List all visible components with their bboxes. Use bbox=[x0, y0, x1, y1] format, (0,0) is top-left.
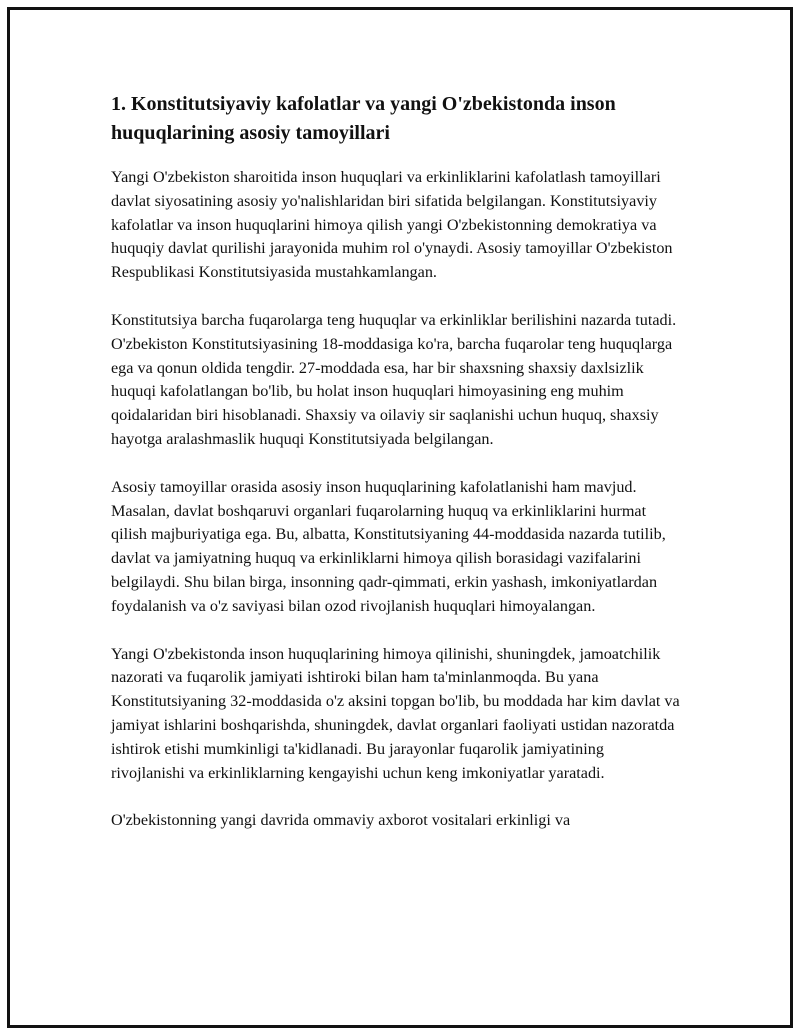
document-body bbox=[111, 90, 681, 857]
paragraph-5: O'zbekistonning yangi davrida ommaviy axborot vositalari erkinligi va bbox=[111, 811, 571, 830]
paragraph-1: Yangi O'zbekiston sharoitida inson huquqlari va erkinliklarini kafolatlash tamoyillari davlat siyosatining asosiy yo'nalishlaridan biri sifatida belgilangan. Konstitutsiyaviy kafolatlar va inson huquqlarini himoya qilish yangi O'zbekistonning demokratiya va huquqiy davlat qurilishi jarayonida muhim rol o'ynaydi. Asosiy tamoyillar O'zbekiston Respublikasi Konstitutsiyasida mustahkamlangan. bbox=[111, 168, 673, 282]
section-title: 1. Konstitutsiyaviy kafolatlar va yangi O'zbekistonda inson huquqlarining asosiy tamoyillari bbox=[111, 93, 616, 144]
paragraph-3: Asosiy tamoyillar orasida asosiy inson huquqlarining kafolatlanishi ham mavjud. Masalan, davlat boshqaruvi organlari fuqarolarning huquq va erkinliklarini hurmat qilish majburiyatiga ega. Bu, albatta, Konstitutsiyaning 44-moddasida nazarda tutilib, davlat va jamiyatning huquq va erkinliklarni himoya qilish borasidagi vazifalarini belgilaydi. Shu bilan birga, insonning qadr-qimmati, erkin yashash, imkoniyatlardan foydalanish va o'z saviyasi bilan ozod rivojlanish huquqlari himoyalangan. bbox=[111, 477, 666, 615]
paragraph-4: Yangi O'zbekistonda inson huquqlarining himoya qilinishi, shuningdek, jamoatchilik nazorati va fuqarolik jamiyati ishtiroki bilan ham ta'minlanmoqda. Bu yana Konstitutsiyaning 32-moddasida o'z aksini topgan bo'lib, bu moddada har kim davlat va jamiyat ishlarini boshqarishda, shuningdek, davlat organlari faoliyati ustidan nazoratda ishtirok etishi mumkinligi ta'kidlanadi. Bu jarayonlar fuqarolik jamiyatining rivojlanishi va erkinliklarning kengayishi uchun keng imkoniyatlar yaratadi. bbox=[111, 644, 680, 782]
paragraph-2: Konstitutsiya barcha fuqarolarga teng huquqlar va erkinliklar berilishini nazarda tutadi. O'zbekiston Konstitutsiyasining 18-moddasiga ko'ra, barcha fuqarolar teng huquqlarga ega va qonun oldida tengdir. 27-moddada esa, har bir shaxsning shaxsiy daxlsizlik huquqi kafolatlangan bo'lib, bu holat inson huquqlari himoyasining eng muhim qoidalaridan biri hisoblanadi. Shaxsiy va oilaviy sir saqlanishi uchun huquq, shaxsiy hayotga aralashmaslik huquqi Konstitutsiyada belgilangan. bbox=[111, 310, 677, 448]
